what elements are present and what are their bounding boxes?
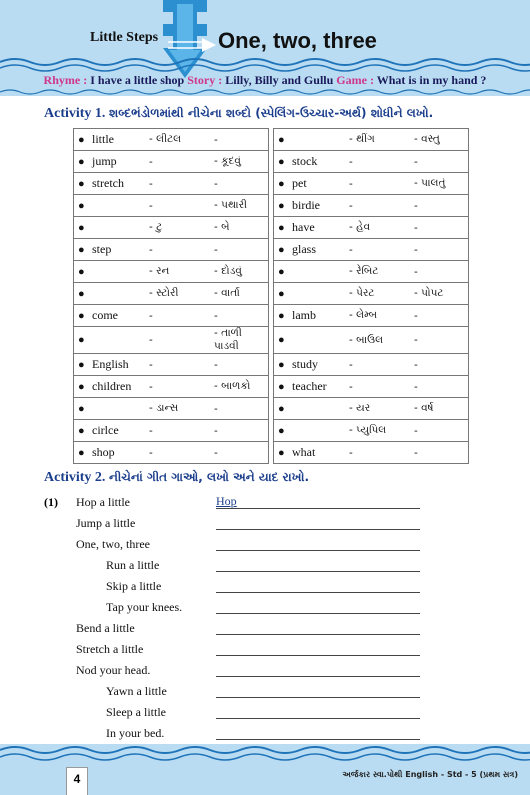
vocab-meaning: -: [214, 424, 218, 437]
vocab-cell: [74, 261, 269, 283]
answer-line[interactable]: [216, 613, 420, 614]
vocab-word: jump: [92, 154, 117, 168]
vocab-cell: [74, 327, 269, 354]
table-row: [74, 442, 469, 464]
vocab-word: shop: [92, 445, 115, 459]
table-row: [74, 305, 469, 327]
vocab-cell: [74, 151, 269, 173]
vocab-pronunciation: - લીટલ: [149, 133, 182, 145]
vocab-meaning: -: [414, 358, 418, 371]
vocab-pronunciation: - રેબિટ: [349, 265, 379, 277]
vocab-word: glass: [292, 242, 316, 256]
vocab-pronunciation: -: [349, 380, 353, 393]
vocab-pronunciation: -: [149, 380, 153, 393]
vocab-word: cirlce: [92, 423, 119, 437]
vocab-word: pet: [292, 176, 307, 190]
vocab-pronunciation: -: [149, 424, 153, 437]
bullet-icon: ●: [278, 221, 285, 234]
vocab-meaning: - વાર્તા: [214, 287, 240, 299]
vocab-pronunciation: - રન: [149, 265, 170, 277]
answer-line[interactable]: [216, 718, 420, 719]
vocab-meaning: - દોડવું: [214, 265, 242, 277]
vocab-meaning: -: [214, 177, 218, 190]
answer-line[interactable]: [216, 550, 420, 551]
vocab-cell: [74, 283, 269, 305]
vocab-meaning: - બે: [214, 221, 230, 233]
bullet-icon: ●: [278, 402, 285, 415]
answer-line[interactable]: [216, 529, 420, 530]
vocab-meaning: -: [214, 133, 218, 146]
table-row: [74, 217, 469, 239]
song-line: Skip a little: [106, 579, 162, 593]
vocab-cell: [74, 239, 269, 261]
vocab-pronunciation: -: [149, 358, 153, 371]
topic-key: Game :: [336, 73, 374, 87]
answer-line[interactable]: [216, 508, 420, 509]
bullet-icon: ●: [78, 243, 85, 256]
bullet-icon: ●: [278, 177, 285, 190]
bullet-icon: ●: [78, 446, 85, 459]
bullet-icon: ●: [278, 243, 285, 256]
vocab-cell: [274, 305, 469, 327]
song-line: Run a little: [106, 558, 160, 572]
vocab-meaning: -: [214, 358, 218, 371]
vocab-word: stretch: [92, 176, 124, 190]
vocab-cell: [74, 195, 269, 217]
vocab-cell: [274, 195, 469, 217]
vocab-meaning: -: [414, 424, 418, 437]
bullet-icon: ●: [278, 446, 285, 459]
bullet-icon: ●: [278, 358, 285, 371]
vocab-pronunciation: -: [349, 446, 353, 459]
answer-example: Hop: [216, 494, 237, 508]
table-row: [74, 354, 469, 376]
page-number: 4: [66, 767, 88, 795]
topic-key: Story :: [187, 73, 223, 87]
topic-value: Lilly, Billy and Gullu: [225, 73, 334, 87]
bullet-icon: ●: [278, 424, 285, 437]
answer-line[interactable]: [216, 634, 420, 635]
bullet-icon: ●: [278, 334, 285, 346]
vocabulary-table: [73, 128, 469, 464]
table-row: [74, 327, 469, 354]
song-line: In your bed.: [106, 726, 165, 740]
vocab-word: birdie: [292, 198, 320, 212]
vocab-pronunciation: -: [149, 155, 153, 168]
vocab-pronunciation: - પેરટ: [349, 287, 375, 299]
bullet-icon: ●: [278, 199, 285, 212]
vocab-cell: [274, 327, 469, 354]
vocab-cell: [274, 261, 469, 283]
bullet-icon: ●: [278, 265, 285, 278]
table-row: [74, 283, 469, 305]
vocab-cell: [274, 173, 469, 195]
vocab-cell: [74, 305, 269, 327]
vocab-word: come: [92, 308, 118, 322]
bullet-icon: ●: [78, 402, 85, 415]
vocab-meaning: - વર્ષ: [414, 402, 434, 414]
activity2-heading: [44, 470, 309, 486]
vocab-meaning: -: [414, 221, 418, 234]
vocab-cell: [274, 398, 469, 420]
vocab-cell: [274, 376, 469, 398]
vocab-meaning: -: [414, 380, 418, 393]
topic-value: I have a little shop: [90, 73, 185, 87]
song-line: Bend a little: [76, 621, 135, 635]
vocab-cell: [274, 420, 469, 442]
vocab-pronunciation: -: [349, 243, 353, 256]
vocab-pronunciation: - લેમ્બ: [349, 309, 378, 321]
vocab-pronunciation: - ડાન્સ: [149, 402, 179, 414]
vocab-pronunciation: -: [149, 243, 153, 256]
topic-value: What is in my hand ?: [376, 73, 487, 87]
vocab-cell: [74, 129, 269, 151]
vocab-word: step: [92, 242, 112, 256]
vocab-meaning: - બાળકો: [214, 380, 251, 392]
vocab-meaning: -: [414, 446, 418, 459]
table-row: [74, 398, 469, 420]
vocab-word: lamb: [292, 308, 316, 322]
topic-bar: [0, 73, 530, 88]
vocab-meaning: - તાળી પાડવી: [214, 327, 242, 352]
vocab-cell: [274, 129, 469, 151]
activity2-label: Activity 2.: [44, 470, 106, 485]
bullet-icon: ●: [278, 155, 285, 168]
bullet-icon: ●: [78, 358, 85, 371]
vocab-meaning: -: [414, 334, 418, 346]
vocab-pronunciation: -: [149, 199, 153, 212]
vocab-pronunciation: - પ્યુપિલ: [349, 424, 387, 436]
vocab-meaning: - કૂદવું: [214, 155, 241, 167]
vocab-word: little: [92, 132, 114, 146]
song-line: One, two, three: [76, 537, 150, 551]
vocab-meaning: -: [214, 243, 218, 256]
vocab-meaning: - પથારી: [214, 199, 247, 211]
vocab-pronunciation: - ટુ: [149, 221, 163, 233]
vocab-pronunciation: -: [149, 309, 153, 322]
vocab-meaning: -: [214, 446, 218, 459]
bullet-icon: ●: [278, 133, 285, 146]
vocab-cell: [74, 442, 269, 464]
vocab-pronunciation: -: [149, 334, 153, 346]
table-row: [74, 420, 469, 442]
bullet-icon: ●: [278, 287, 285, 300]
vocab-cell: [274, 217, 469, 239]
bullet-icon: ●: [78, 309, 85, 322]
vocab-word: have: [292, 220, 315, 234]
activity1-label: Activity 1.: [44, 106, 106, 121]
table-row: [74, 376, 469, 398]
activity2-instruction: નીચેનાં ગીત ગાઓ, લખો અને યાદ રાખો.: [108, 470, 310, 484]
vocab-meaning: - વસ્તુ: [414, 133, 440, 145]
vocab-pronunciation: - સ્ટોરી: [149, 287, 179, 299]
vocab-word: English: [92, 357, 129, 371]
vocab-cell: [74, 173, 269, 195]
table-row: [74, 151, 469, 173]
table-row: [74, 261, 469, 283]
song-line: Jump a little: [76, 516, 136, 530]
topic-key: Rhyme :: [43, 73, 88, 87]
bullet-icon: ●: [278, 309, 285, 322]
vocab-cell: [274, 442, 469, 464]
bullet-icon: ●: [78, 334, 85, 346]
answer-line[interactable]: [216, 676, 420, 677]
vocab-meaning: -: [214, 309, 218, 322]
song-line: Stretch a little: [76, 642, 144, 656]
vocab-meaning: - પાલતું: [414, 177, 446, 189]
vocab-meaning: -: [414, 309, 418, 322]
activity1-heading: [44, 106, 433, 122]
vocab-pronunciation: - થીંગ: [349, 133, 375, 145]
table-row: [74, 129, 469, 151]
vocab-cell: [74, 398, 269, 420]
vocab-meaning: -: [414, 243, 418, 256]
song-line: Sleep a little: [106, 705, 166, 719]
song-line: Nod your head.: [76, 663, 151, 677]
wave-divider-bottom: [0, 744, 530, 766]
vocab-cell: [274, 239, 469, 261]
answer-line[interactable]: [216, 739, 420, 740]
vocab-pronunciation: - યર: [349, 402, 371, 414]
table-row: [74, 173, 469, 195]
vocab-pronunciation: -: [349, 358, 353, 371]
vocab-pronunciation: -: [349, 155, 353, 168]
bullet-icon: ●: [78, 265, 85, 278]
vocab-pronunciation: -: [349, 199, 353, 212]
vocab-pronunciation: -: [149, 446, 153, 459]
bullet-icon: ●: [78, 287, 85, 300]
vocab-pronunciation: -: [349, 177, 353, 190]
vocab-word: teacher: [292, 379, 327, 393]
vocab-word: what: [292, 445, 316, 459]
wave-divider-sub: [0, 88, 530, 96]
vocab-cell: [74, 354, 269, 376]
vocab-meaning: -: [414, 265, 418, 278]
song-line: Hop a little: [76, 495, 130, 509]
vocab-meaning: -: [414, 199, 418, 212]
vocab-word: study: [292, 357, 319, 371]
vocab-word: stock: [292, 154, 318, 168]
song-line: Tap your knees.: [106, 600, 183, 614]
vocab-cell: [274, 354, 469, 376]
bullet-icon: ●: [78, 424, 85, 437]
activity1-instruction: શબ્દભંડોળમાંથી નીચેના શબ્દો (સ્પેલિંગ-ઉચ્ચાર-અર્થ) શોધીને લખો.: [108, 106, 434, 120]
song-number: (1): [44, 495, 58, 509]
vocab-meaning: -: [214, 402, 218, 415]
table-row: [74, 239, 469, 261]
bullet-icon: ●: [78, 177, 85, 190]
book-title: અર્જકાર સ્વા.પોથી English - Std - 5 (પ્રથમ સત્ર): [342, 770, 518, 779]
answer-line[interactable]: [216, 592, 420, 593]
vocab-cell: [74, 217, 269, 239]
lesson-label: Little Steps: [90, 30, 159, 45]
vocab-word: children: [92, 379, 132, 393]
header-arrow-line-icon: [168, 38, 216, 52]
song-line: Yawn a little: [106, 684, 167, 698]
bullet-icon: ●: [78, 199, 85, 212]
bullet-icon: ●: [278, 380, 285, 393]
answer-line[interactable]: [216, 697, 420, 698]
vocab-cell: [74, 420, 269, 442]
vocab-cell: [274, 283, 469, 305]
vocab-cell: [274, 151, 469, 173]
table-row: [74, 195, 469, 217]
bullet-icon: ●: [78, 380, 85, 393]
vocab-pronunciation: - બાઉલ: [349, 333, 384, 346]
lesson-title: One, two, three: [218, 28, 377, 53]
answer-line[interactable]: [216, 655, 420, 656]
vocab-pronunciation: - હેવ: [349, 221, 371, 233]
vocab-pronunciation: -: [149, 177, 153, 190]
vocab-meaning: -: [414, 155, 418, 168]
vocab-cell: [74, 376, 269, 398]
answer-line[interactable]: [216, 571, 420, 572]
bullet-icon: ●: [78, 221, 85, 234]
bullet-icon: ●: [78, 133, 85, 146]
bullet-icon: ●: [78, 155, 85, 168]
vocab-meaning: - પોપટ: [414, 287, 444, 299]
